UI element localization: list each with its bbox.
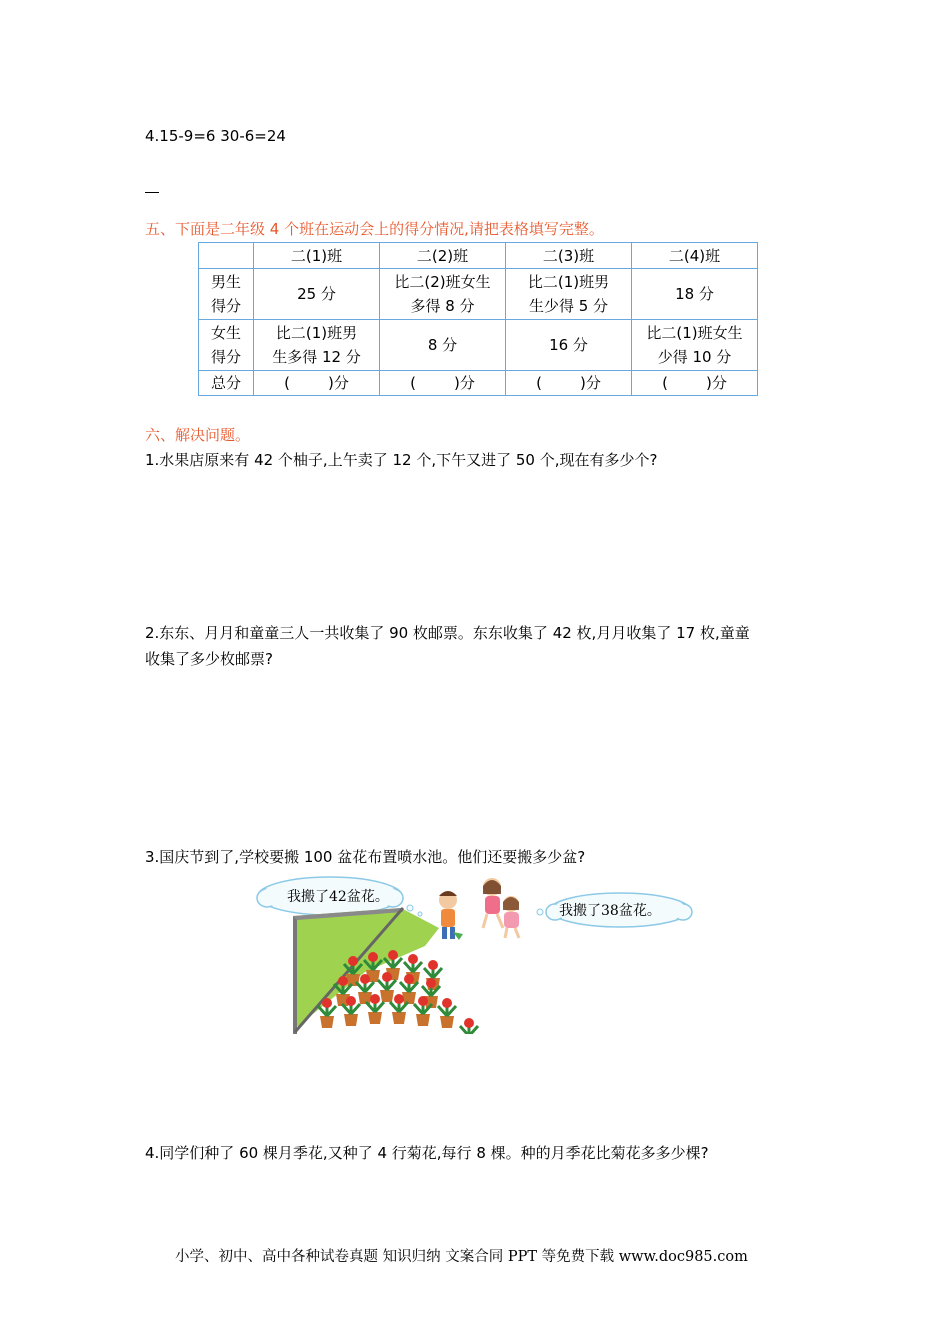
cell-text: ( )分	[410, 374, 475, 392]
question-4: 4.同学们种了 60 棵月季花,又种了 4 行菊花,每行 8 棵。种的月季花比菊花多多少棵?	[145, 1144, 709, 1162]
row-header-boys	[199, 269, 254, 320]
question-2-line2: 收集了多少枚邮票?	[145, 650, 273, 668]
cell-text: ( )分	[662, 374, 727, 392]
cell-text: 16 分	[549, 336, 588, 354]
cell-text: 比二(1)班男	[275, 324, 358, 342]
row-header-girls	[199, 320, 254, 371]
question-3: 3.国庆节到了,学校要搬 100 盆花布置喷水池。他们还要搬多少盆?	[145, 848, 586, 866]
girl-figure-2	[503, 896, 519, 938]
answer-blank[interactable]	[506, 371, 632, 396]
col-header-class4: 二(4)班	[632, 243, 758, 269]
top-answer: 4.15-9=6 30-6=24	[145, 127, 286, 145]
table-row-boys	[199, 269, 758, 320]
answer-blank[interactable]	[632, 371, 758, 396]
page-footer: 小学、初中、高中各种试卷真题 知识归纳 文案合同 PPT 等免费下载 www.doc985.com	[175, 1249, 748, 1265]
col-header-class3: 二(3)班	[506, 243, 632, 269]
boy-figure	[439, 891, 463, 940]
question-1: 1.水果店原来有 42 个柚子,上午卖了 12 个,下午又进了 50 个,现在有多少个?	[145, 451, 658, 469]
table-cell	[254, 269, 380, 320]
answer-blank[interactable]	[380, 371, 506, 396]
question-2-line1: 2.东东、月月和童童三人一共收集了 90 枚邮票。东东收集了 42 枚,月月收集了 17 枚,童童	[145, 624, 750, 642]
cell-text: 比二(1)班女生	[646, 324, 743, 342]
cell-text: 25 分	[297, 285, 336, 303]
row-header-line: 得分	[210, 348, 241, 366]
col-header-class2: 二(2)班	[380, 243, 506, 269]
table-cell	[632, 269, 758, 320]
fence-left	[293, 916, 297, 1034]
table-cell	[380, 320, 506, 371]
cell-text: 多得 8 分	[410, 297, 475, 315]
cell-text: 少得 10 分	[657, 348, 732, 366]
row-header-total	[199, 371, 254, 396]
cell-text: 比二(1)班男	[527, 273, 610, 291]
table-header-row	[199, 243, 758, 269]
table-cell	[506, 269, 632, 320]
cell-text: 比二(2)班女生	[394, 273, 491, 291]
table-cell	[506, 320, 632, 371]
col-header-class1: 二(1)班	[254, 243, 380, 269]
table-row-total	[199, 371, 758, 396]
row-header-line: 总分	[210, 374, 241, 392]
table-corner-cell	[199, 243, 254, 269]
flowers-illustration	[255, 872, 695, 1034]
bubble-right-text: 我搬了38盆花。	[559, 903, 661, 919]
row-header-line: 得分	[210, 297, 241, 315]
row-header-line: 男生	[210, 273, 241, 291]
section5-heading: 五、下面是二年级 4 个班在运动会上的得分情况,请把表格填写完整。	[145, 220, 604, 238]
table-row-girls	[199, 320, 758, 371]
table-cell	[380, 269, 506, 320]
cell-text: 生少得 5 分	[528, 297, 609, 315]
girl-figure	[483, 878, 503, 928]
score-table	[198, 242, 758, 396]
answer-blank[interactable]	[254, 371, 380, 396]
table-cell	[254, 320, 380, 371]
cell-text: ( )分	[536, 374, 601, 392]
table-cell	[632, 320, 758, 371]
cell-text: 8 分	[427, 336, 458, 354]
cell-text: 18 分	[675, 285, 714, 303]
cell-text: ( )分	[284, 374, 349, 392]
cell-text: 生多得 12 分	[272, 348, 361, 366]
section6-heading: 六、解决问题。	[145, 426, 251, 444]
row-header-line: 女生	[210, 324, 241, 342]
separator-dash	[145, 192, 159, 193]
bubble-left-text: 我搬了42盆花。	[287, 889, 389, 905]
